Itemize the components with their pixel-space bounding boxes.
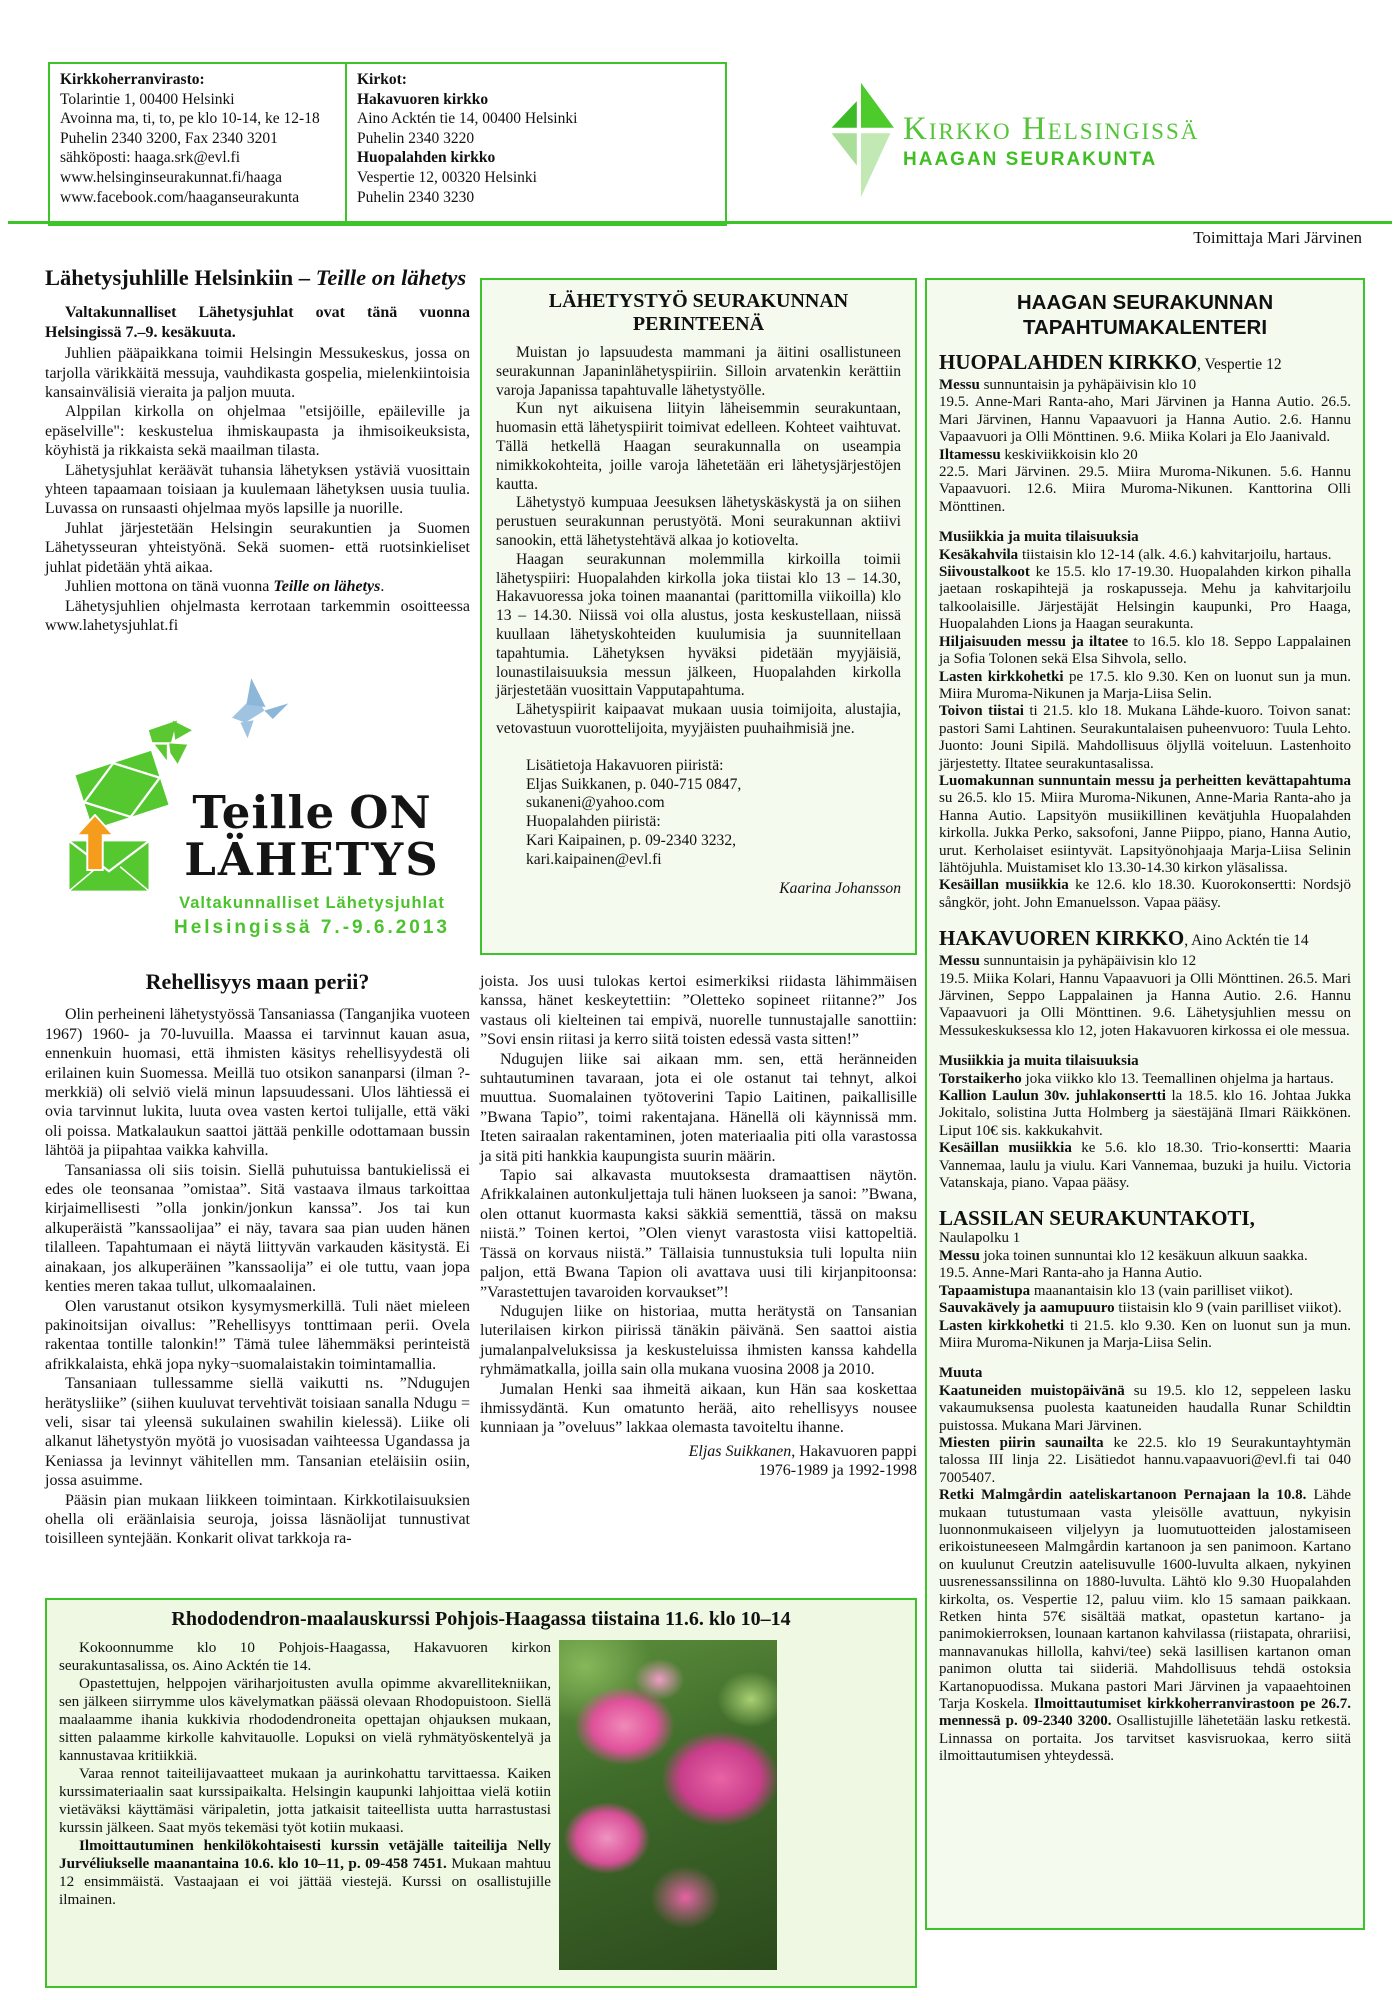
honesty-paragraph: joista. Jos uusi tulokas kertoi esimerkiksi riidasta lähimmäisen kanssa, hänet keskeytettiin: ”Oletteko sopineet riitanne?” Jos vastaus oli kielteinen tai empivä, nuorelle tunnustajalle sanottiin: ”Sovi ensin riitasi ja kerro siitä toisten edessä vasta sitten!” bbox=[480, 973, 917, 1049]
calendar-entry: Siivoustalkoot ke 15.5. klo 17-19.30. Huopalahden kirkon pihalla jaetaan roskapihtejä ja roskapusseja. Mehu ja kahvitarjoilu talkoolaisille. Järjestäjät Helsingin kaupunki, Pro Haaga, Huopalahden Lions ja Haagan seurakunta. bbox=[939, 564, 1351, 633]
section-heading-name: HAKAVUOREN KIRKKO bbox=[939, 926, 1185, 951]
festival-logo-text bbox=[162, 786, 462, 939]
church2-address: Vespertie 12, 00320 Helsinki bbox=[357, 168, 537, 186]
mission-contact-block bbox=[526, 757, 901, 870]
masthead-divider bbox=[8, 221, 1392, 224]
motto-post: . bbox=[380, 578, 385, 596]
office-box-title: Kirkkoherranvirasto: bbox=[60, 71, 205, 88]
honesty-paragraph: Olen varustanut otsikon kysymysmerkillä. Tuli näet mieleen pakinoitsijan oivallus: ”Rehellisyys tonttimaan perii. Ovela rakentaa tontille talonkin!” Tämä tulee lähemmäksi perinteistä afrikkalaista, ehkä jopa nyky¬suomalaistakin toimintamallia. bbox=[45, 1297, 470, 1373]
festival-logo-word1: Teille bbox=[192, 786, 336, 839]
calendar-entry: Toivon tiistai ti 21.5. klo 18. Mukana Lähde-kuoro. Toivon sanat: pastori Sami Lahtinen. Seurakuntalaisen puheenvuoro: Tuula Lehto. Juonto: Jouni Sipilä. Mahdollisuus öljyllä voiteluun. Lastenhoito järjestetty. Iltatee seurakuntasalissa. bbox=[939, 703, 1352, 772]
calendar-entry: Retki Malmgårdin aateliskartanoon Pernajaan la 10.8. Lähde mukaan tutustumaan vasta yleisölle avattuun, nykyisin luonnonmukaiseen viljelyyn ja luomutuotteiden jalostamiseen erikoistuneeseen Malmgårdin kartanoon ja sen panimoon. Kartano on kuulunut Creutzin aatelisuvulle 1600-luvulta alkaen, nykyinen uusrenessanssilinna on 1880-luvulta. Lähtö klo 9.30 Huopalahden kirkolta, os. Vespertie 12, paluu viim. klo 15 samaan paikkaan. Retken hinta 57€ sisältää matkat, opastetun kartano- ja panimokierroksen, lounaan kartanon kahvilassa (riistapata, ohrariisi, mannavanukas hillolla, kahvi/tee) sekä lasillisen kartanon oman panimon olutta tai siideriä. Mahdollisuus tehdä ostoksia Kartanopuodissa. Mukana pastori Mari Järvinen ja vapaaehtoinen Tarja Koskela. Ilmoittautumiset kirkkoherranvirastoon pe 26.7. mennessä p. 09-2340 3200. Osallistujille lähetetään lasku retkestä. Linnassa on portaita. Jos tarvitset kasvisruokaa, kerro siitä ilmoittautumisen yhteydessä. bbox=[939, 1487, 1352, 1765]
festival-lead: Valtakunnalliset Lähetysjuhlat ovat tänä vuonna Helsingissä 7.–9. kesäkuuta. bbox=[45, 304, 470, 341]
contact-line: Lisätietoja Hakavuoren piiristä: bbox=[526, 756, 724, 774]
parish-logo-cross-icon bbox=[826, 60, 896, 227]
painting-course-box bbox=[45, 1598, 917, 1988]
contact-line: Huopalahden piiristä: bbox=[526, 813, 661, 831]
calendar-entry: Kesäillan musiikkia ke 5.6. klo 18.30. Trio-konsertti: Maaria Vannemaa, laulu ja viulu. Kari Vannemaa, buzuki ja huilu. Victoria Vatanskaja, piano. Vapaa pääsy. bbox=[939, 1140, 1352, 1192]
festival-title-main: Lähetysjuhlille Helsinkiin – bbox=[45, 265, 316, 290]
festival-motto-line bbox=[45, 577, 470, 596]
festival-paragraph: Juhlat järjestetään Helsingin seurakuntien ja Suomen Lähetysseuran yhteistyönä. Sekä suomen- että ruotsinkieliset juhlat pidetään yhtä aikaa. bbox=[45, 519, 470, 576]
logo-city-line: Kirkko Helsingissä bbox=[903, 111, 1200, 147]
section-heading-address: , Aino Acktén tie 14 bbox=[1184, 932, 1309, 950]
honesty-paragraph: Tansaniassa oli siis toisin. Siellä puhutuissa bantukielissä ei edes ole teonsanaa ”omistaa”. Sitä vastaava ilmaus tarkoittaa kirjaimellisesti ”olla jonkin/jonkun kanssa”. Jos tai kun alkuperäistä ”kanssaolijaa” ei näy, tavara saa pian uuden hänen tilalleen. Tapahtumaan ei näytä liittyvän varkauden käsitystä. Ei ainakaan, jos alkuperäinen ”kanssaolija” ei ole tuttu, vaan jopa kenties meren takaa tullut, ulkomaalainen. bbox=[45, 1161, 470, 1296]
course-title: Rhododendron-maalauskurssi Pohjois-Haagassa tiistaina 11.6. klo 10–14 bbox=[171, 1608, 791, 1630]
festival-article-title bbox=[45, 265, 470, 290]
course-paragraph: Kokoonnumme klo 10 Pohjois-Haagassa, Hakavuoren kirkon seurakuntasalissa, os. Aino Acktén tie 14. bbox=[59, 1639, 551, 1674]
honesty-article-title: Rehellisyys maan perii? bbox=[145, 969, 370, 994]
course-paragraph: Opastettujen, helppojen väriharjoitusten avulla opimme akvarellitekniikan, sen jälkeen siirrymme ulos kävelymatkan päässä olevaan Rhodopuistoon. Siellä maalaamme ihania kukkivia rhododendroneita opettajan ohjauksen mukaan, sitten palaamme kirkolle kahvitauolle. Lopuksi on vielä ryhmätyöskentelyä ja kannustavaa kritiikkiä. bbox=[59, 1675, 551, 1764]
mission-title-line2: PERINTEENÄ bbox=[632, 313, 765, 335]
calendar-section-heading bbox=[939, 1206, 1351, 1230]
signature-role: , Hakavuoren pappi bbox=[791, 1442, 917, 1460]
honesty-paragraph: Tansaniaan tullessamme siellä vaikutti ns. ”Ndugujen herätysliike” (siihen kuuluvat tervehtivät toisiaan sanalla Ndugu = veli, sisar tai yleensä sukulainen swahilin kielessä). Liike oli alkanut lähetystyön myötä jo vuosisadan vaihteessa Ugandassa ja Keniassa ja levinnyt vähitellen mm. Tansanian eteläisiin osiin, jossa asuimme. bbox=[45, 1375, 470, 1490]
course-registration bbox=[59, 1837, 551, 1909]
calendar-entry: 19.5. Anne-Mari Ranta-aho ja Hanna Autio. bbox=[939, 1265, 1203, 1282]
event-calendar-box bbox=[925, 278, 1365, 1930]
honesty-paragraph: Olin perheineni lähetystyössä Tansaniassa (Tanganjika vuoteen 1967) 1960- ja 70-luvuilla. Maassa ei tarvinnut kauan asua, ennenkuin huomasi, että ihmisten käsitys rehellisyydestä oli erilainen kuin Suomessa. Meillä tuo otsikon sananparsi (ilman ?-merkkiä) oli selviö vielä minun lapsuudessani. Ulos lähtiessä ei ovia tarvinnut lukita, luuta ovea vasten kertoi tulijalle, että väki oli poissa. Matkalaukun saattoi jättää penkille odottamaan bussin lähtöä ja piipahtaa vaikka kahvilla. bbox=[45, 1006, 470, 1160]
calendar-subheading: Musiikkia ja muita tilaisuuksia bbox=[939, 1053, 1139, 1070]
calendar-entry: 19.5. Anne-Mari Ranta-aho, Mari Järvinen ja Hanna Autio. 26.5. Mari Järvinen, Hannu Vapaavuori ja Hanna Autio. 2.6. Hannu Vapaavuori ja Olli Mönttinen. 9.6. Miika Kolari ja Elo Jaanivald. bbox=[939, 394, 1351, 446]
festival-logo-subtitle2: Helsingissä 7.-9.6.2013 bbox=[173, 917, 450, 938]
contact-line: kari.kaipainen@evl.fi bbox=[526, 850, 662, 868]
honesty-paragraph: Jumalan Henki saa ihmeitä aikaan, kun Hän saa koskettaa ihmissydäntä. Kun omatunto herää, aito rehellisyys nousee kunniaan ja ”oveluus” lakkaa olemasta tavoiteltu ihanne. bbox=[480, 1380, 917, 1437]
honesty-paragraph: Tapio sai alkavasta muutoksesta dramaattisen näytön. Afrikkalainen autonkuljettaja tuli hänen luokseen ja sanoi: ”Bwana, olen ottanut kuormasta kaksi säkkiä sementtiä, tässä on maksu niistä.” Toinen kertoi, ”Olen vienyt varastosta viisi kattopeltiä. Tässä on korvaus niistä.” Tällaisia tunnustuksia tuli lopulta niin paljon, että Bwana Tapion oli avattava uusi tili kirjanpitoonsa: ”Varastettujen tavaroiden korvaukset”! bbox=[480, 1167, 917, 1301]
calendar-entry: Naulapolku 1 bbox=[939, 1230, 1021, 1247]
calendar-entry: Tapaamistupa maanantaisin klo 13 (vain parilliset viikot). bbox=[939, 1282, 1294, 1299]
motto-italic: Teille on lähetys bbox=[273, 578, 381, 596]
festival-article bbox=[45, 265, 470, 635]
festival-logo-word2: ON bbox=[349, 786, 432, 839]
section-heading-address: , Vespertie 12 bbox=[1197, 356, 1282, 373]
calendar-entry: Torstaikerho joka viikko klo 13. Teemallinen ohjelma ja hartaus. bbox=[939, 1070, 1334, 1087]
office-phone: Puhelin 2340 3200, Fax 2340 3201 bbox=[60, 129, 278, 147]
mission-signature: Kaarina Johansson bbox=[779, 879, 901, 897]
editor-credit: Toimittaja Mari Järvinen bbox=[1193, 228, 1362, 247]
office-email: sähköposti: haaga.srk@evl.fi bbox=[60, 149, 240, 167]
church2-phone: Puhelin 2340 3230 bbox=[357, 188, 475, 206]
course-registration-rest: Mukaan mahtuu 12 ensimmäistä. Vastaajaan ei voi jättää viestejä. Kurssi on osallistujille ilmainen. bbox=[59, 1855, 551, 1908]
honesty-article bbox=[45, 969, 470, 1549]
calendar-title bbox=[939, 290, 1351, 340]
contact-line: Eljas Suikkanen, p. 040-715 0847, bbox=[526, 775, 742, 793]
festival-logo-graphic bbox=[62, 662, 462, 954]
honesty-paragraph: Ndugujen liike on historiaa, mutta herätystä on Tansanian luterilaisen kirkon piirissä tänäkin päivänä. Sen saattoi aistia jumalanpalveluksissa ja keskusteluissa ihmisten kanssa kahdella ryhmämatkalla, joilla sain olla mukana vuosina 2008 ja 2010. bbox=[480, 1302, 917, 1379]
churches-info-box bbox=[345, 62, 727, 226]
churches-box-title: Kirkot: bbox=[357, 71, 407, 88]
calendar-entry: Messu sunnuntaisin ja pyhäpäivisin klo 12 bbox=[939, 953, 1197, 970]
calendar-entry: Luomakunnan sunnuntain messu ja perheitten kevättapahtuma su 26.5. klo 15. Miira Muroma-Nikunen, Anne-Maria Ranta-aho ja Hanna Autio. Lapsityön musiikillinen kevätjuhla Huopalahden kirkolla. Jukka Perko, saksofoni, Janne Piippo, piano, Hanna Autio, urut. Kerholaiset esiintyvät. Lapsityönohjaaja Marja-Liisa Selinin lähtöjuhla. Muistamiset klo 13.30-14.30 kirkon yläsalissa. bbox=[939, 772, 1351, 876]
calendar-entry: Hiljaisuuden messu ja iltatee to 16.5. klo 18. Seppo Lappalainen ja Sofia Tolonen sekä Elsa Sihvola, sello. bbox=[939, 633, 1351, 668]
section-heading-name: HUOPALAHDEN KIRKKO bbox=[939, 350, 1198, 374]
logo-parish-line: HAAGAN SEURAKUNTA bbox=[903, 149, 1158, 170]
calendar-entry: Lasten kirkkohetki pe 17.5. klo 9.30. Ken on luonut sun ja mun. Miira Muroma-Nikunen ja Marja-Liisa Selin. bbox=[939, 668, 1352, 702]
office-info-box bbox=[48, 62, 350, 226]
calendar-entry: Sauvakävely ja aamupuuro tiistaisin klo 9 (vain parilliset viikot). bbox=[939, 1300, 1342, 1317]
church1-phone: Puhelin 2340 3220 bbox=[357, 129, 475, 147]
mission-box-title bbox=[496, 290, 901, 336]
upload-arrow-icon bbox=[74, 814, 116, 872]
church1-address: Aino Acktén tie 14, 00400 Helsinki bbox=[357, 110, 578, 128]
festival-paragraph: Lähetysjuhlat keräävät tuhansia lähetyksen ystäviä vuosittain yhteen tapaamaan toisiaan ja kuulemaan lähetyksen uusia tuulia. Luvassa on runsaasti ohjelmaa myös lapsille ja nuorille. bbox=[45, 461, 470, 518]
parish-logo-wordmark bbox=[903, 112, 1199, 171]
section-heading-name: LASSILAN SEURAKUNTAKOTI, bbox=[939, 1206, 1255, 1231]
festival-paragraph: Alppilan kirkolla on ohjelmaa "etsijöille, epäileville ja epäselville": keskustelua ihmiskaupasta ja ihmisoikeuksista, köyhistä ja rikkaista sekä maailman tilasta. bbox=[45, 403, 470, 460]
mission-paragraph: Haagan seurakunnan molemmilla kirkoilla toimii lähetyspiiri: Huopalahden kirkolla joka tiistai klo 13 – 14.30, Hakavuoressa joka toinen maanantai (parittomilla viikoilla) klo 13 – 14.30. Niissä voi olla alustus, josta keskustellaan, niissä kuullaan lähetyskohteiden kuulumisia ja suunnitellaan tapahtumia. Lähetyksen hyväksi pidetään myyjäisiä, lounastilaisuuksia messun jälkeen, Huopalahden kirkolla järjestetään vuosittain Vapputapahtuma. bbox=[496, 550, 901, 700]
calendar-entry: Kallion Laulun 30v. juhlakonsertti la 18.5. klo 16. Johtaa Jukka Jokitalo, solistina Jutta Holmberg ja säestäjänä Ilmari Räikkönen. Liput 10€ sis. kakkukahvit. bbox=[939, 1088, 1351, 1139]
festival-title-italic: Teille on lähetys bbox=[315, 265, 467, 290]
honesty-paragraph: Pääsin pian mukaan liikkeen toimintaan. Kirkkotilaisuuksien ohella oli eräänlaisia seuroja, joissa läsnäolijat tunnustivat toisilleen syntejään. Konkarit olivat tarkkoja ra- bbox=[45, 1491, 470, 1548]
mission-paragraph: Kun nyt aikuisena liityin läheisemmin seurakuntaan, huomasin että lähetyspiirit toimivat edelleen. Kohteet vaihtuvat. Tällä hetkellä Haagan seurakunnalla on useampia nimikkokohteita, joille varoja lähetetään eri lähetysjärjestöjen kautta. bbox=[496, 400, 901, 493]
office-address: Tolarintie 1, 00400 Helsinki bbox=[60, 90, 235, 108]
office-website: www.helsinginseurakunnat.fi/haaga bbox=[60, 168, 282, 186]
church1-name: Hakavuoren kirkko bbox=[357, 90, 489, 108]
festival-paragraph: Lähetysjuhlien ohjelmasta kerrotaan tarkemmin osoitteessa www.lahetysjuhlat.fi bbox=[45, 597, 470, 634]
mission-paragraph: Lähetystyö kumpuaa Jeesuksen lähetyskäskystä ja on siihen perustuen seurakunnan perustyötä. Moni seurakunnan aktiivi sanookin, että lähetystehtävä alkaa jo kotiovelta. bbox=[496, 494, 901, 549]
contact-line: Kari Kaipainen, p. 09-2340 3232, bbox=[526, 831, 737, 849]
calendar-entry: Messu joka toinen sunnuntai klo 12 kesäkuun alkuun saakka. bbox=[939, 1247, 1308, 1264]
church2-name: Huopalahden kirkko bbox=[357, 149, 496, 167]
honesty-article-continued bbox=[480, 972, 917, 1481]
mission-paragraph: Muistan jo lapsuudesta mammani ja äitini osallistuneen seurakunnan Japaninlähetyspiiriin. Silloin arvatenkin kerättiin varoja Japanissa tapahtuvalle lähetystyölle. bbox=[496, 344, 901, 399]
course-registration-bold: Ilmoittautuminen henkilökohtaisesti kurssin vetäjälle taiteilija Nelly Jurvéliukselle maanantaina 10.6. klo 10–11, p. 09-458 7451. bbox=[59, 1837, 551, 1872]
calendar-entry: 19.5. Miika Kolari, Hannu Vapaavuori ja Olli Mönttinen. 26.5. Mari Järvinen, Seppo Lappalainen ja Hanna Autio. 2.6. Hannu Vapaavuori ja Olli Mönttinen. 9.6. Lähetysjuhlien messu on Messukeskuksessa klo 12, joten Hakavuoren kirkossa ei ole messua. bbox=[939, 970, 1351, 1039]
calendar-entry: Kesäillan musiikkia ke 12.6. klo 18.30. Kuorokonsertti: Nordsjö sångkör, joht. John Emanuelsson. Vapaa pääsy. bbox=[939, 877, 1351, 911]
calendar-title-line1: HAAGAN SEURAKUNNAN bbox=[1016, 291, 1274, 314]
mission-title-line1: LÄHETYSTYÖ SEURAKUNNAN bbox=[548, 290, 849, 312]
mission-paragraph: Lähetyspiirit kaipaavat mukaan uusia toimijoita, alustajia, vetovastuun vuorottelijoita, myyjäisten puuhaihmisiä jne. bbox=[496, 701, 901, 737]
festival-paragraph: Juhlien pääpaikkana toimii Helsingin Messukeskus, jossa on tarjolla värikkäitä messuja, vauhdikasta gospelia, mielenkiintoisia kansainvälisiä vieraita ja paljon muuta. bbox=[45, 345, 470, 402]
calendar-subheading: Musiikkia ja muita tilaisuuksia bbox=[939, 529, 1139, 546]
signature-name: Eljas Suikkanen bbox=[688, 1442, 792, 1460]
calendar-entry: Messu sunnuntaisin ja pyhäpäivisin klo 10 bbox=[939, 377, 1197, 393]
rhododendron-photo bbox=[559, 1640, 777, 1970]
calendar-entry: Kaatuneiden muistopäivänä su 19.5. klo 12, seppeleen lasku vakaumuksensa puolesta kaatuneiden haudalla Runar Schildtin puistossa. Mukana Mari Järvinen. bbox=[939, 1382, 1351, 1434]
calendar-section-heading bbox=[939, 350, 1351, 377]
honesty-signature bbox=[480, 1442, 917, 1481]
calendar-entry: Lasten kirkkohetki ti 21.5. klo 9.30. Ken on luonut sun ja mun. Miira Muroma-Nikunen ja Marja-Liisa Selin. bbox=[939, 1317, 1351, 1351]
calendar-entry: Miesten piirin saunailta ke 22.5. klo 19 Seurakuntayhtymän talossa III linja 22. Lisätiedot hannu.vapaavuori@evl.fi tai 040 7005407. bbox=[939, 1434, 1351, 1486]
festival-logo-subtitle1: Valtakunnalliset Lähetysjuhlat bbox=[179, 894, 445, 912]
calendar-entry: Iltamessu keskiviikkoisin klo 20 bbox=[939, 446, 1138, 463]
motto-pre: Juhlien mottona on tänä vuonna bbox=[65, 578, 274, 596]
course-paragraph: Varaa rennot taiteilijavaatteet mukaan ja aurinkohattu tarvittaessa. Kaiken kurssimateriaalin saat kurssipaikalta. Helsingin kaupunki lahjoittaa vielä kotiin vietäväksi käyttämäsi väripaletin, jotta jatkaisit taiteellista uutta harrastustasi kurssin jälkeen. Saat myös tekemäsi työt kotiin mukaasi. bbox=[59, 1765, 551, 1836]
calendar-section-heading bbox=[939, 926, 1351, 953]
contact-line: sukaneni@yahoo.com bbox=[526, 794, 665, 812]
calendar-subheading: Muuta bbox=[939, 1365, 983, 1382]
calendar-entry: 22.5. Mari Järvinen. 29.5. Miira Muroma-Nikunen. 5.6. Hannu Vapaavuori. 12.6. Miira Muroma-Nikunen. Kanttorina Olli Mönttinen. bbox=[939, 464, 1351, 515]
office-hours: Avoinna ma, ti, to, pe klo 10-14, ke 12-18 bbox=[60, 110, 320, 128]
blue-dove-icon bbox=[220, 672, 292, 748]
mission-tradition-box bbox=[480, 278, 917, 955]
course-text bbox=[59, 1639, 551, 1909]
calendar-title-line2: TAPAHTUMAKALENTERI bbox=[1022, 316, 1268, 339]
honesty-paragraph: Ndugujen liike sai aikaan mm. sen, että heränneiden suhtautuminen tavaraan, jota ei ole ostanut tai tehnyt, alkoi muuttua. Suomalainen työtoverini Tapio Laitinen, paikallisille ”Bwana Tapio”, toimi rakentajana. Hänellä oli käynnissä mm. Iteten sairaalan rakentaminen, joten materiaalia piti olla varastossa ja sitä piti hankkia kaupungista suurin määrin. bbox=[480, 1050, 917, 1165]
festival-logo-line1 bbox=[162, 786, 462, 839]
office-facebook: www.facebook.com/haaganseurakunta bbox=[60, 188, 300, 206]
festival-logo-word3: LÄHETYS bbox=[184, 833, 440, 886]
signature-years: 1976-1989 ja 1992-1998 bbox=[758, 1462, 917, 1480]
calendar-entry: Kesäkahvila tiistaisin klo 12-14 (alk. 4.6.) kahvitarjoilu, hartaus. bbox=[939, 546, 1332, 563]
